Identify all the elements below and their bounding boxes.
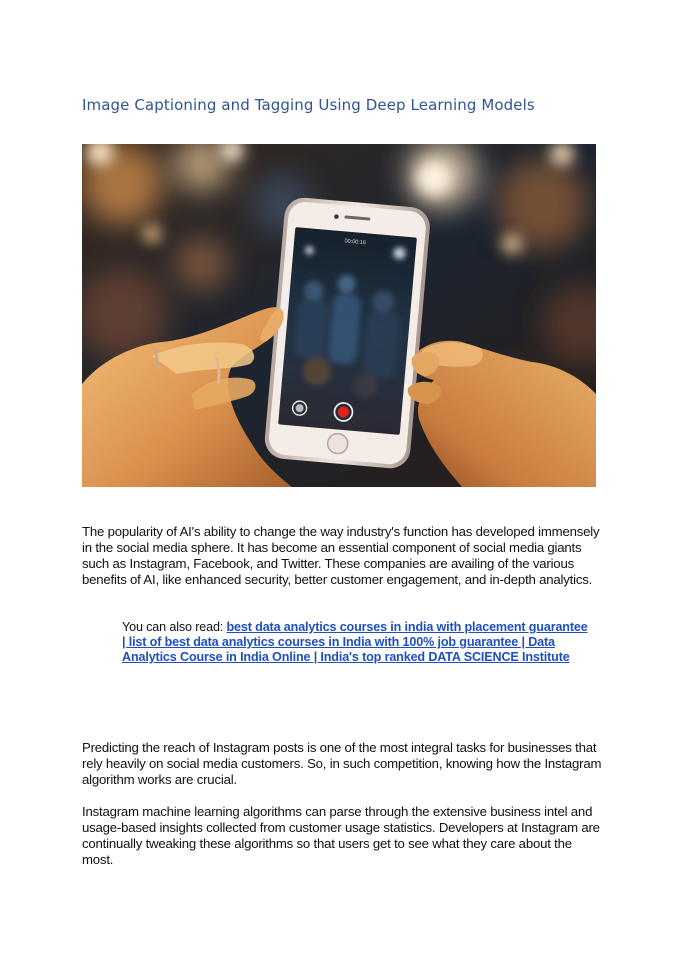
intro-paragraph: The popularity of AI's ability to change the way industry's function has developed immensely in the social media sphere. It has become an essential component of social media giants such as Instagram, Facebook, and Twitter. These companies are availing of the various benefits of AI, like enhanced security, better customer engagement, and in-depth analytics. [82, 524, 600, 587]
read-also-prefix: You can also read: [122, 620, 227, 634]
document-title: Image Captioning and Tagging Using Deep Learning Models [82, 96, 535, 114]
data-analytics-courses-link[interactable]: best data analytics courses in india with placement guarantee | list of best data analytics courses in India with 100% job guarantee | Data Analytics Course in India Online | India's top ranked DATA SCIENCE Institute [122, 620, 588, 665]
instagram-reach-paragraph: Predicting the reach of Instagram posts is one of the most integral tasks for businesses that rely heavily on social media customers. So, in such competition, knowing how the Instagram algorithm works are crucial. [82, 740, 602, 787]
instagram-algorithms-paragraph: Instagram machine learning algorithms can parse through the extensive business intel and usage-based insights collected from customer usage statistics. Developers at Instagram are continually tweaking these algorithms so that users get to see what they care about the most. [82, 804, 600, 867]
read-also-note [122, 620, 594, 666]
hands-holding-smartphone-photo [82, 144, 596, 487]
phone-clock-readout: 00:00:16 [344, 238, 367, 247]
